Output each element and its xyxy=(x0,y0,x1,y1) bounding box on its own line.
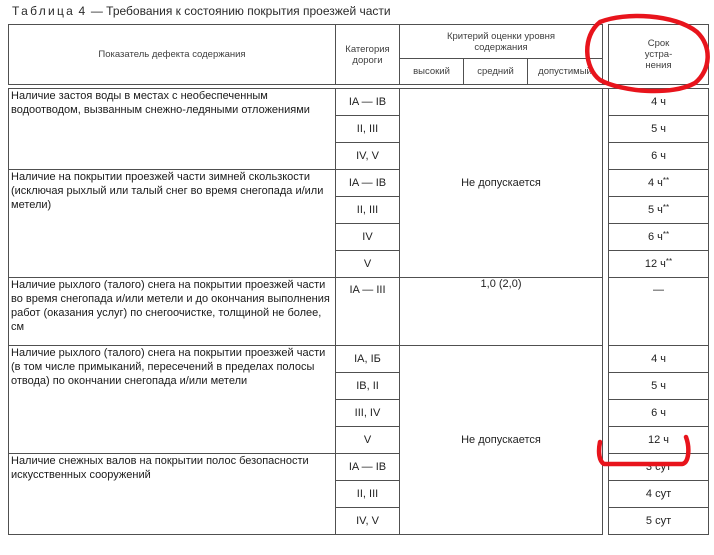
table-row xyxy=(9,89,709,116)
category-cell: IB, II xyxy=(336,373,400,400)
category-cell: V xyxy=(336,427,400,454)
header-category: Категория дороги xyxy=(336,25,400,85)
caption-label: Таблица xyxy=(12,4,76,18)
term-cell: 12 ч** xyxy=(609,251,709,278)
indicator-cell: Наличие снежных валов на покрытии полос безопасности искусственных сооружений xyxy=(9,454,336,535)
term-cell: — xyxy=(609,278,709,346)
term-cell: 6 ч xyxy=(609,143,709,170)
indicator-cell: Наличие рыхлого (талого) снега на покрытии проезжей части во время снегопада и/или метели и до окончания выполнения работ (оказания услуг) по снегоочистке, толщиной не более, см xyxy=(9,278,336,346)
category-cell: V xyxy=(336,251,400,278)
table-caption xyxy=(12,4,391,18)
term-cell: 6 ч xyxy=(609,400,709,427)
category-cell: IA — III xyxy=(336,278,400,346)
term-cell: 12 ч xyxy=(609,427,709,454)
table-row xyxy=(9,278,709,346)
category-cell: IV xyxy=(336,224,400,251)
category-cell: IA — IB xyxy=(336,89,400,116)
category-cell: IV, V xyxy=(336,143,400,170)
category-cell: IA, IБ xyxy=(336,346,400,373)
indicator-cell: Наличие застоя воды в местах с необеспеченным водоотводом, вызванным снежно-ледяными отложениями xyxy=(9,89,336,170)
term-cell: 4 ч xyxy=(609,346,709,373)
term-cell: 4 ч xyxy=(609,89,709,116)
category-cell: IA — IB xyxy=(336,170,400,197)
header-level-high: высокий xyxy=(400,59,464,85)
term-cell: 6 ч** xyxy=(609,224,709,251)
header-indicator: Показатель дефекта содержания xyxy=(9,25,336,85)
category-cell: II, III xyxy=(336,481,400,508)
requirements-table xyxy=(8,24,709,535)
term-cell: 5 ч** xyxy=(609,197,709,224)
table-row xyxy=(9,346,709,373)
caption-number: 4 xyxy=(78,4,88,18)
criterion-cell: Не допускается xyxy=(400,89,603,278)
category-cell: IV, V xyxy=(336,508,400,535)
term-cell: 4 ч** xyxy=(609,170,709,197)
header-term: Срок устра- нения xyxy=(609,25,709,85)
caption-title: — Требования к состоянию покрытия проезжей части xyxy=(90,4,391,18)
header-criterion: Критерий оценки уровня содержания xyxy=(400,25,603,59)
header-level-ok: допустимый xyxy=(528,59,603,85)
term-cell: 5 ч xyxy=(609,373,709,400)
term-cell: 5 ч xyxy=(609,116,709,143)
category-cell: IA — IB xyxy=(336,454,400,481)
category-cell: II, III xyxy=(336,197,400,224)
header-level-mid: средний xyxy=(464,59,528,85)
indicator-cell: Наличие на покрытии проезжей части зимней скользкости (исключая рыхлый или талый снег во время снегопада и/или метели) xyxy=(9,170,336,278)
term-cell: 3 сут xyxy=(609,454,709,481)
term-cell: 4 сут xyxy=(609,481,709,508)
criterion-cell: 1,0 (2,0) xyxy=(400,278,603,346)
category-cell: III, IV xyxy=(336,400,400,427)
criterion-cell: Не допускается xyxy=(400,346,603,535)
category-cell: II, III xyxy=(336,116,400,143)
indicator-cell: Наличие рыхлого (талого) снега на покрытии проезжей части (в том числе примыканий, пересечений в пределах полосы отвода) по окончании снегопада и/или метели xyxy=(9,346,336,454)
term-cell: 5 сут xyxy=(609,508,709,535)
